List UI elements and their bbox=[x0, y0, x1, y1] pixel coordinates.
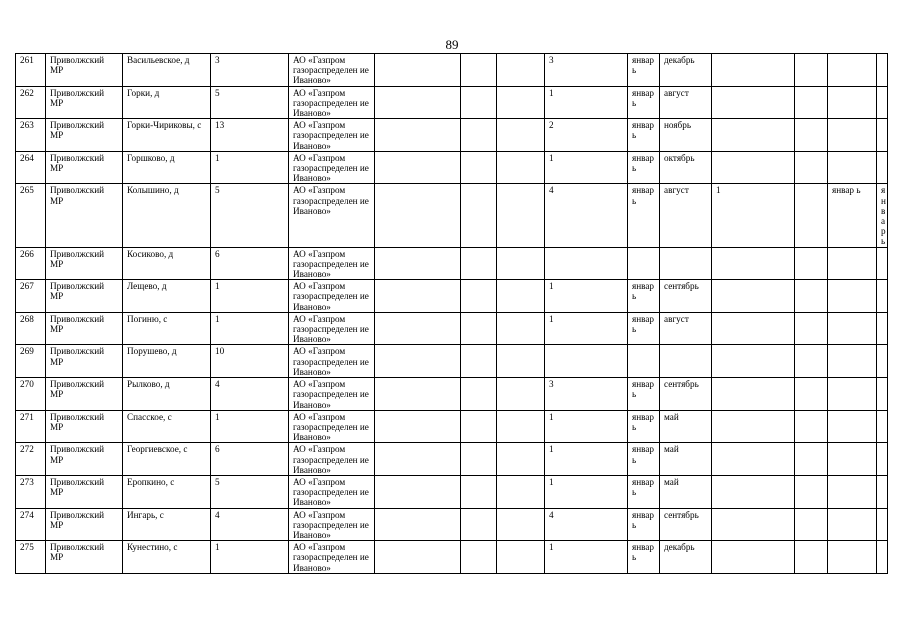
end-month-cell: август bbox=[660, 184, 712, 247]
row-number-cell: 262 bbox=[16, 86, 46, 119]
col-c12-cell bbox=[712, 443, 795, 476]
col-c6-cell bbox=[375, 86, 461, 119]
organization-cell: АО «Газпром газораспределен ие Иваново» bbox=[289, 475, 375, 508]
table-row bbox=[16, 475, 888, 508]
organization-cell: АО «Газпром газораспределен ие Иваново» bbox=[289, 443, 375, 476]
organization-cell: АО «Газпром газораспределен ие Иваново» bbox=[289, 378, 375, 411]
col-c15-cell bbox=[877, 410, 888, 443]
col-c8-cell bbox=[497, 280, 545, 313]
col-c8-cell bbox=[497, 541, 545, 574]
col-c7-cell bbox=[461, 312, 497, 345]
locality-cell: Колышино, д bbox=[123, 184, 211, 247]
col-c6-cell bbox=[375, 475, 461, 508]
count-cell: 6 bbox=[211, 443, 289, 476]
quantity-cell: 1 bbox=[545, 443, 628, 476]
district-cell: Приволжский МР bbox=[46, 151, 123, 184]
col-c14-cell bbox=[828, 443, 877, 476]
quantity-cell: 4 bbox=[545, 184, 628, 247]
start-month-cell: январ ь bbox=[628, 410, 660, 443]
district-cell: Приволжский МР bbox=[46, 541, 123, 574]
organization-cell: АО «Газпром газораспределен ие Иваново» bbox=[289, 280, 375, 313]
col-c15-cell bbox=[877, 54, 888, 87]
col-c7-cell bbox=[461, 119, 497, 152]
col-c13-cell bbox=[795, 247, 828, 280]
table-row bbox=[16, 280, 888, 313]
organization-cell: АО «Газпром газораспределен ие Иваново» bbox=[289, 54, 375, 87]
quantity-cell: 3 bbox=[545, 378, 628, 411]
col-c14-cell bbox=[828, 119, 877, 152]
col-c7-cell bbox=[461, 508, 497, 541]
district-cell: Приволжский МР bbox=[46, 247, 123, 280]
quantity-cell: 1 bbox=[545, 151, 628, 184]
start-month-cell: январ ь bbox=[628, 184, 660, 247]
start-month-cell: январ ь bbox=[628, 541, 660, 574]
table-row bbox=[16, 443, 888, 476]
col-c12-cell bbox=[712, 475, 795, 508]
district-cell: Приволжский МР bbox=[46, 508, 123, 541]
quantity-cell: 4 bbox=[545, 508, 628, 541]
col-c12-cell bbox=[712, 151, 795, 184]
col-c12-cell bbox=[712, 541, 795, 574]
col-c7-cell bbox=[461, 345, 497, 378]
row-number-cell: 263 bbox=[16, 119, 46, 152]
locality-cell: Косиково, д bbox=[123, 247, 211, 280]
col-c14-cell bbox=[828, 508, 877, 541]
row-number-cell: 271 bbox=[16, 410, 46, 443]
col-c8-cell bbox=[497, 443, 545, 476]
count-cell: 5 bbox=[211, 86, 289, 119]
col-c14-cell bbox=[828, 86, 877, 119]
quantity-cell: 1 bbox=[545, 312, 628, 345]
register-table bbox=[15, 53, 888, 574]
start-month-cell: январ ь bbox=[628, 508, 660, 541]
locality-cell: Горки, д bbox=[123, 86, 211, 119]
col-c7-cell bbox=[461, 54, 497, 87]
col-c12-cell bbox=[712, 410, 795, 443]
col-c8-cell bbox=[497, 119, 545, 152]
col-c13-cell bbox=[795, 54, 828, 87]
row-number-cell: 268 bbox=[16, 312, 46, 345]
organization-cell: АО «Газпром газораспределен ие Иваново» bbox=[289, 410, 375, 443]
quantity-cell bbox=[545, 345, 628, 378]
col-c13-cell bbox=[795, 312, 828, 345]
col-c8-cell bbox=[497, 151, 545, 184]
district-cell: Приволжский МР bbox=[46, 410, 123, 443]
row-number-cell: 275 bbox=[16, 541, 46, 574]
start-month-cell: январ ь bbox=[628, 54, 660, 87]
organization-cell: АО «Газпром газораспределен ие Иваново» bbox=[289, 184, 375, 247]
end-month-cell: ноябрь bbox=[660, 119, 712, 152]
col-c13-cell bbox=[795, 443, 828, 476]
count-cell: 1 bbox=[211, 312, 289, 345]
col-c14-cell bbox=[828, 151, 877, 184]
col-c15-cell bbox=[877, 280, 888, 313]
col-c8-cell bbox=[497, 345, 545, 378]
start-month-cell bbox=[628, 247, 660, 280]
col-c12-cell bbox=[712, 119, 795, 152]
quantity-cell: 1 bbox=[545, 541, 628, 574]
district-cell: Приволжский МР bbox=[46, 312, 123, 345]
count-cell: 13 bbox=[211, 119, 289, 152]
count-cell: 4 bbox=[211, 508, 289, 541]
organization-cell: АО «Газпром газораспределен ие Иваново» bbox=[289, 345, 375, 378]
col-c6-cell bbox=[375, 247, 461, 280]
district-cell: Приволжский МР bbox=[46, 475, 123, 508]
organization-cell: АО «Газпром газораспределен ие Иваново» bbox=[289, 86, 375, 119]
table-row bbox=[16, 247, 888, 280]
organization-cell: АО «Газпром газораспределен ие Иваново» bbox=[289, 247, 375, 280]
locality-cell: Лещево, д bbox=[123, 280, 211, 313]
col-c8-cell bbox=[497, 86, 545, 119]
count-cell: 1 bbox=[211, 151, 289, 184]
locality-cell: Горки-Чириковы, с bbox=[123, 119, 211, 152]
table-row bbox=[16, 312, 888, 345]
district-cell: Приволжский МР bbox=[46, 119, 123, 152]
col-c6-cell bbox=[375, 508, 461, 541]
col-c13-cell bbox=[795, 508, 828, 541]
quantity-cell bbox=[545, 247, 628, 280]
col-c8-cell bbox=[497, 410, 545, 443]
col-c15-cell bbox=[877, 247, 888, 280]
start-month-cell: январ ь bbox=[628, 378, 660, 411]
col-c15-cell bbox=[877, 443, 888, 476]
col-c12-cell bbox=[712, 247, 795, 280]
col-c6-cell bbox=[375, 410, 461, 443]
table-row bbox=[16, 119, 888, 152]
col-c12-cell: 1 bbox=[712, 184, 795, 247]
end-month-cell: декабрь bbox=[660, 54, 712, 87]
col-c8-cell bbox=[497, 184, 545, 247]
col-c12-cell bbox=[712, 378, 795, 411]
row-number-cell: 273 bbox=[16, 475, 46, 508]
col-c14-cell bbox=[828, 378, 877, 411]
end-month-cell: май bbox=[660, 410, 712, 443]
col-c15-cell bbox=[877, 119, 888, 152]
table-row bbox=[16, 86, 888, 119]
col-c7-cell bbox=[461, 410, 497, 443]
col-c14-cell bbox=[828, 345, 877, 378]
organization-cell: АО «Газпром газораспределен ие Иваново» bbox=[289, 312, 375, 345]
col-c8-cell bbox=[497, 247, 545, 280]
end-month-cell: май bbox=[660, 475, 712, 508]
district-cell: Приволжский МР bbox=[46, 378, 123, 411]
row-number-cell: 272 bbox=[16, 443, 46, 476]
end-month-cell: август bbox=[660, 312, 712, 345]
quantity-cell: 1 bbox=[545, 475, 628, 508]
col-c6-cell bbox=[375, 345, 461, 378]
locality-cell: Рылково, д bbox=[123, 378, 211, 411]
row-number-cell: 266 bbox=[16, 247, 46, 280]
row-number-cell: 269 bbox=[16, 345, 46, 378]
col-c6-cell bbox=[375, 54, 461, 87]
col-c7-cell bbox=[461, 280, 497, 313]
col-c7-cell bbox=[461, 378, 497, 411]
locality-cell: Ингарь, с bbox=[123, 508, 211, 541]
organization-cell: АО «Газпром газораспределен ие Иваново» bbox=[289, 151, 375, 184]
table-row bbox=[16, 54, 888, 87]
end-month-cell: август bbox=[660, 86, 712, 119]
col-c14-cell bbox=[828, 247, 877, 280]
locality-cell: Георгиевское, с bbox=[123, 443, 211, 476]
district-cell: Приволжский МР bbox=[46, 280, 123, 313]
end-month-cell bbox=[660, 345, 712, 378]
district-cell: Приволжский МР bbox=[46, 184, 123, 247]
row-number-cell: 267 bbox=[16, 280, 46, 313]
col-c7-cell bbox=[461, 247, 497, 280]
organization-cell: АО «Газпром газораспределен ие Иваново» bbox=[289, 119, 375, 152]
end-month-cell: сентябрь bbox=[660, 508, 712, 541]
col-c14-cell bbox=[828, 312, 877, 345]
start-month-cell: январ ь bbox=[628, 151, 660, 184]
start-month-cell: январ ь bbox=[628, 312, 660, 345]
col-c8-cell bbox=[497, 508, 545, 541]
col-c7-cell bbox=[461, 443, 497, 476]
locality-cell: Погиню, с bbox=[123, 312, 211, 345]
col-c7-cell bbox=[461, 184, 497, 247]
col-c13-cell bbox=[795, 345, 828, 378]
count-cell: 4 bbox=[211, 378, 289, 411]
district-cell: Приволжский МР bbox=[46, 86, 123, 119]
col-c6-cell bbox=[375, 280, 461, 313]
quantity-cell: 1 bbox=[545, 280, 628, 313]
table-row bbox=[16, 508, 888, 541]
col-c12-cell bbox=[712, 280, 795, 313]
quantity-cell: 1 bbox=[545, 410, 628, 443]
col-c14-cell bbox=[828, 54, 877, 87]
organization-cell: АО «Газпром газораспределен ие Иваново» bbox=[289, 508, 375, 541]
locality-cell: Порушево, д bbox=[123, 345, 211, 378]
row-number-cell: 274 bbox=[16, 508, 46, 541]
col-c13-cell bbox=[795, 378, 828, 411]
col-c14-cell bbox=[828, 280, 877, 313]
col-c15-cell bbox=[877, 508, 888, 541]
col-c6-cell bbox=[375, 443, 461, 476]
end-month-cell: сентябрь bbox=[660, 378, 712, 411]
col-c12-cell bbox=[712, 86, 795, 119]
col-c13-cell bbox=[795, 541, 828, 574]
col-c6-cell bbox=[375, 151, 461, 184]
start-month-cell: январ ь bbox=[628, 280, 660, 313]
start-month-cell: январ ь bbox=[628, 119, 660, 152]
count-cell: 1 bbox=[211, 541, 289, 574]
col-c13-cell bbox=[795, 475, 828, 508]
start-month-cell: январ ь bbox=[628, 443, 660, 476]
table-row bbox=[16, 541, 888, 574]
count-cell: 6 bbox=[211, 247, 289, 280]
col-c6-cell bbox=[375, 541, 461, 574]
locality-cell: Горшково, д bbox=[123, 151, 211, 184]
col-c7-cell bbox=[461, 151, 497, 184]
col-c12-cell bbox=[712, 508, 795, 541]
locality-cell: Кунестино, с bbox=[123, 541, 211, 574]
col-c15-cell bbox=[877, 475, 888, 508]
col-c15-cell bbox=[877, 151, 888, 184]
start-month-cell: январ ь bbox=[628, 475, 660, 508]
col-c12-cell bbox=[712, 345, 795, 378]
col-c15-cell bbox=[877, 541, 888, 574]
count-cell: 1 bbox=[211, 410, 289, 443]
organization-cell: АО «Газпром газораспределен ие Иваново» bbox=[289, 541, 375, 574]
col-c13-cell bbox=[795, 184, 828, 247]
col-c8-cell bbox=[497, 475, 545, 508]
district-cell: Приволжский МР bbox=[46, 443, 123, 476]
count-cell: 5 bbox=[211, 184, 289, 247]
col-c6-cell bbox=[375, 378, 461, 411]
col-c13-cell bbox=[795, 119, 828, 152]
row-number-cell: 270 bbox=[16, 378, 46, 411]
col-c8-cell bbox=[497, 312, 545, 345]
col-c14-cell bbox=[828, 475, 877, 508]
row-number-cell: 264 bbox=[16, 151, 46, 184]
col-c12-cell bbox=[712, 54, 795, 87]
quantity-cell: 1 bbox=[545, 86, 628, 119]
table-row bbox=[16, 410, 888, 443]
locality-cell: Спасское, с bbox=[123, 410, 211, 443]
col-c14-cell: январ ь bbox=[828, 184, 877, 247]
col-c8-cell bbox=[497, 54, 545, 87]
col-c6-cell bbox=[375, 312, 461, 345]
col-c13-cell bbox=[795, 86, 828, 119]
row-number-cell: 261 bbox=[16, 54, 46, 87]
table-row bbox=[16, 151, 888, 184]
start-month-cell bbox=[628, 345, 660, 378]
page-number: 89 bbox=[445, 37, 459, 52]
col-c15-cell: январь bbox=[877, 184, 888, 247]
district-cell: Приволжский МР bbox=[46, 345, 123, 378]
register-body bbox=[16, 54, 888, 574]
start-month-cell: январ ь bbox=[628, 86, 660, 119]
end-month-cell: октябрь bbox=[660, 151, 712, 184]
count-cell: 1 bbox=[211, 280, 289, 313]
end-month-cell bbox=[660, 247, 712, 280]
district-cell: Приволжский МР bbox=[46, 54, 123, 87]
col-c15-cell bbox=[877, 312, 888, 345]
quantity-cell: 3 bbox=[545, 54, 628, 87]
col-c15-cell bbox=[877, 345, 888, 378]
row-number-cell: 265 bbox=[16, 184, 46, 247]
col-c7-cell bbox=[461, 541, 497, 574]
col-c12-cell bbox=[712, 312, 795, 345]
col-c8-cell bbox=[497, 378, 545, 411]
col-c13-cell bbox=[795, 280, 828, 313]
table-row bbox=[16, 378, 888, 411]
end-month-cell: декабрь bbox=[660, 541, 712, 574]
quantity-cell: 2 bbox=[545, 119, 628, 152]
locality-cell: Васильевское, д bbox=[123, 54, 211, 87]
col-c13-cell bbox=[795, 151, 828, 184]
col-c6-cell bbox=[375, 184, 461, 247]
table-row bbox=[16, 184, 888, 247]
col-c15-cell bbox=[877, 86, 888, 119]
count-cell: 5 bbox=[211, 475, 289, 508]
col-c14-cell bbox=[828, 541, 877, 574]
end-month-cell: май bbox=[660, 443, 712, 476]
col-c13-cell bbox=[795, 410, 828, 443]
count-cell: 3 bbox=[211, 54, 289, 87]
end-month-cell: сентябрь bbox=[660, 280, 712, 313]
col-c14-cell bbox=[828, 410, 877, 443]
col-c15-cell bbox=[877, 378, 888, 411]
col-c6-cell bbox=[375, 119, 461, 152]
table-row bbox=[16, 345, 888, 378]
col-c7-cell bbox=[461, 475, 497, 508]
locality-cell: Еропкино, с bbox=[123, 475, 211, 508]
col-c7-cell bbox=[461, 86, 497, 119]
count-cell: 10 bbox=[211, 345, 289, 378]
